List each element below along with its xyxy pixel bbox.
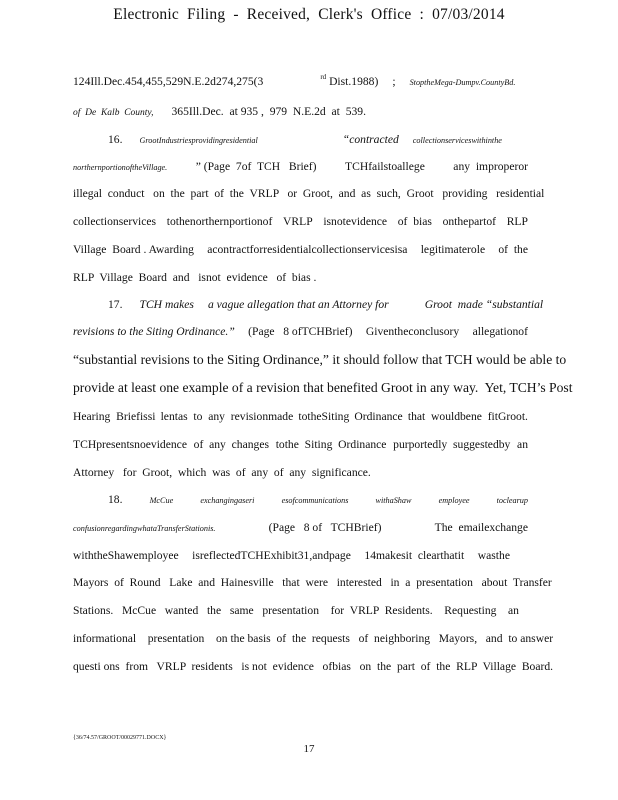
paragraph-number: 17. [108, 298, 123, 311]
text-line-13 [73, 410, 528, 423]
heading-text: northernportionoftheVillage. [73, 163, 168, 172]
body-text: RLP [506, 215, 528, 228]
body-text: onthepartof [442, 215, 497, 228]
text-line-22 [73, 660, 554, 673]
paragraph-number: 16. [108, 133, 123, 146]
heading-text: employee [438, 496, 470, 505]
heading-text: withaShaw [375, 496, 412, 505]
body-text: Attorney for Groot, which was of any of any significance. [73, 466, 371, 479]
body-text: isnotevidence [323, 215, 388, 228]
citation-text: Dist.1988) [329, 75, 379, 88]
heading-text: exchangingaseri [200, 496, 255, 505]
body-text: TCHpresentsnoevidence [73, 438, 187, 451]
text-line-6 [73, 215, 528, 228]
body-text: lentas to any revisionmade [160, 410, 294, 423]
case-name: StoptheMega-Dumpv.CountyBd. [409, 78, 516, 87]
body-text: RLP Village Board and isnot evidence of bias . [73, 271, 317, 284]
body-text: an [517, 438, 528, 451]
heading-text: revisions to the Siting Ordinance.” [73, 325, 235, 338]
body-text: Giventheconclusory [365, 325, 460, 338]
text-line-4 [73, 160, 528, 173]
heading-text: a vague allegation that an Attorney for [207, 298, 389, 311]
citation-text: 365Ill.Dec. at 935 , 979 N.E.2d at 539. [171, 105, 366, 118]
body-text: of the [498, 243, 528, 256]
citation-text: 124Ill.Dec.454,455,529N.E.2d274,275(3 [73, 75, 264, 88]
body-text: isreflectedTCHExhibit31,andpage [192, 549, 351, 562]
body-text: legitimaterole [420, 243, 486, 256]
text-line-1 [73, 73, 528, 88]
body-text: informational presentation on the basis of the requests of neighboring Mayors, and to answer [73, 632, 554, 645]
body-text: Hearing Briefissi [73, 410, 156, 423]
heading-text: esofcommunications [281, 496, 349, 505]
heading-text: TCH makes [139, 298, 194, 311]
page-reference: (Page 8 of TCHBrief) [268, 521, 382, 534]
text-line-14 [73, 438, 528, 451]
body-text: Mayors of Round Lake and Hainesville that were interested in a presentation about Transfer [73, 576, 552, 589]
text-line-17 [73, 521, 528, 534]
body-text: Ordinance [354, 410, 403, 423]
text-line-15 [73, 466, 528, 479]
text-line-21 [73, 632, 554, 645]
semicolon: ; [392, 75, 396, 88]
body-text: illegal conduct on the part of the VRLP or Groot, and as such, Groot providing residential [73, 187, 545, 200]
body-text: provide at least one example of a revision that benefited Groot in any way. Yet, TCH’s Post [73, 380, 573, 395]
text-line-12 [73, 380, 573, 396]
heading-text: “contracted [342, 133, 399, 146]
ordinal-superscript: rd [320, 73, 327, 81]
page-reference: ” (Page 7of TCH Brief) [195, 160, 317, 173]
text-line-8 [73, 271, 528, 284]
heading-text: confusionregardingwhataTransferStationis. [73, 524, 216, 533]
body-text: tothenorthernportionof [166, 215, 273, 228]
body-text: allegationof [472, 325, 528, 338]
body-text: purportedly suggestedby [393, 438, 511, 451]
body-text: any improperor [453, 160, 528, 173]
body-text: of bias [397, 215, 432, 228]
body-text: questi ons from VRLP residents is not evidence ofbias on the part of the RLP Village Board. [73, 660, 554, 673]
body-text: VRLP [283, 215, 313, 228]
heading-text: GrootIndustriesprovidingresidential [139, 136, 258, 145]
case-name: of De Kalb County, [73, 108, 154, 118]
text-line-7 [73, 243, 528, 256]
paragraph-17-heading [108, 298, 544, 311]
body-text: wasthe [477, 549, 510, 562]
text-line-18 [73, 549, 510, 562]
paragraph-18-heading [108, 493, 528, 506]
heading-text: McCue [149, 496, 174, 505]
text-line-5 [73, 187, 545, 200]
heading-text: toclearup [496, 496, 528, 505]
body-text: totheSiting [298, 410, 350, 423]
body-text: Village Board . Awarding [73, 243, 194, 256]
body-text: acontractforresidentialcollectionservicesisa [207, 243, 408, 256]
text-line-11 [73, 352, 567, 368]
body-text: 14makesit clearthatit [364, 549, 465, 562]
text-line-10 [73, 325, 528, 338]
heading-text: collectionserviceswithinthe [412, 136, 502, 145]
body-text: “substantial revisions to the Siting Ordinance,” it should follow that TCH would be able to [73, 352, 567, 367]
page-reference: (Page 8 ofTCHBrief) [248, 325, 353, 338]
body-text: Stations. McCue wanted the same presentation for VRLP Residents. Requesting an [73, 604, 519, 617]
heading-text: Groot made “substantial [424, 298, 544, 311]
text-line-2 [73, 105, 528, 118]
body-text: withtheShawemployee [73, 549, 179, 562]
body-text: of any changes [193, 438, 269, 451]
body-text: TCHfailstoallege [345, 160, 425, 173]
page-number: 17 [303, 743, 315, 755]
document-reference: {36/74.57/GROOT/00029771.DOCX} [73, 735, 167, 741]
body-text: collectionservices [73, 215, 157, 228]
paragraph-number: 18. [108, 493, 123, 506]
body-text: that wouldbene fitGroot. [407, 410, 528, 423]
electronic-filing-stamp: Electronic Filing - Received, Clerk's Office : 07/03/2014 [113, 6, 505, 23]
body-text: The emailexchange [434, 521, 528, 534]
paragraph-16-heading [108, 133, 528, 146]
text-line-19 [73, 576, 552, 589]
text-line-20 [73, 604, 528, 617]
body-text: tothe Siting Ordinance [275, 438, 387, 451]
